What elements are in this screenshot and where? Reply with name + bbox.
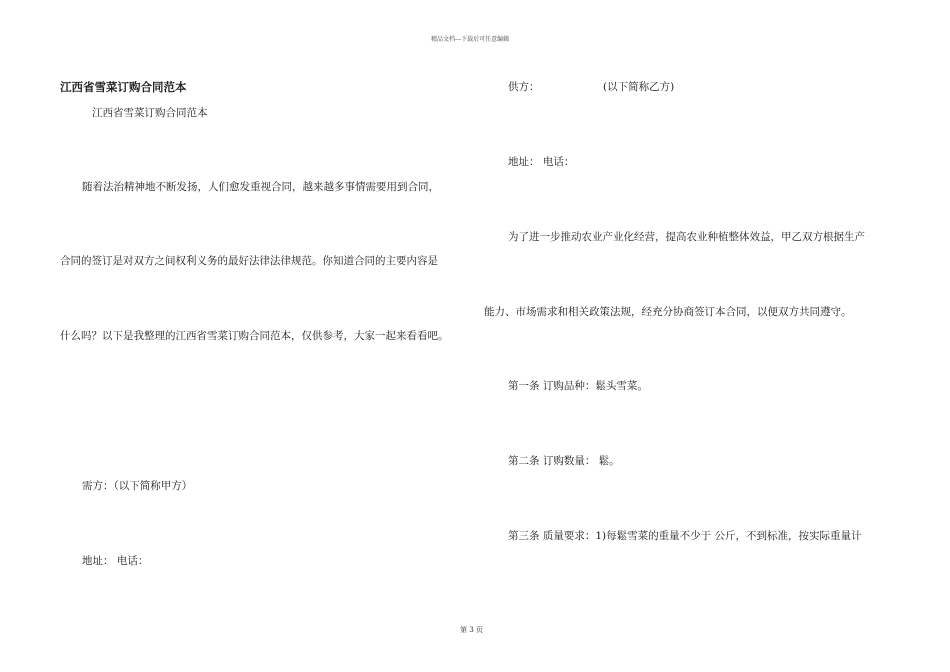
- supplier-address-line: 地址： 电话：: [508, 156, 575, 168]
- intro-paragraph-line-3: 什么吗？以下是我整理的江西省雪菜订购合同范本，仅供参考，大家一起来看看吧。: [60, 330, 449, 342]
- article-3: 第三条 质量要求：1)每鬆雪菜的重量不少于 公斤，不到标准，按实际重量计: [508, 530, 862, 542]
- purpose-paragraph-line-2: 能力、市场需求和相关政策法规，经充分协商签订本合同，以便双方共同遵守。: [484, 306, 852, 318]
- article-2: 第二条 订购数量： 鬆。: [508, 455, 620, 467]
- buyer-address-line: 地址： 电话：: [82, 555, 149, 567]
- supplier-label: 供方：: [508, 81, 540, 93]
- purpose-paragraph-line-1: 为了进一步推动农业产业化经营，提高农业种植整体效益，甲乙双方根据生产: [508, 231, 865, 243]
- document-title: 江西省雪菜订购合同范本: [60, 80, 187, 94]
- intro-paragraph-line-1: 随着法治精神地不断发扬，人们愈发重视合同，越来越多事情需要用到合同，: [82, 181, 439, 193]
- supplier-note: (以下简称乙方): [603, 81, 675, 93]
- document-subtitle: 江西省雪菜订购合同范本: [92, 107, 208, 119]
- buyer-line: 需方：（以下简称甲方）: [82, 480, 193, 492]
- page-header: 精品文档---下载后可任意编辑: [431, 36, 510, 43]
- intro-paragraph-line-2: 合同的签订是对双方之间权利义务的最好法律法律规范。你知道合同的主要内容是: [60, 255, 438, 267]
- page-footer: 第 3 页: [460, 626, 483, 634]
- article-1: 第一条 订购品种：鬆头雪菜。: [508, 380, 648, 392]
